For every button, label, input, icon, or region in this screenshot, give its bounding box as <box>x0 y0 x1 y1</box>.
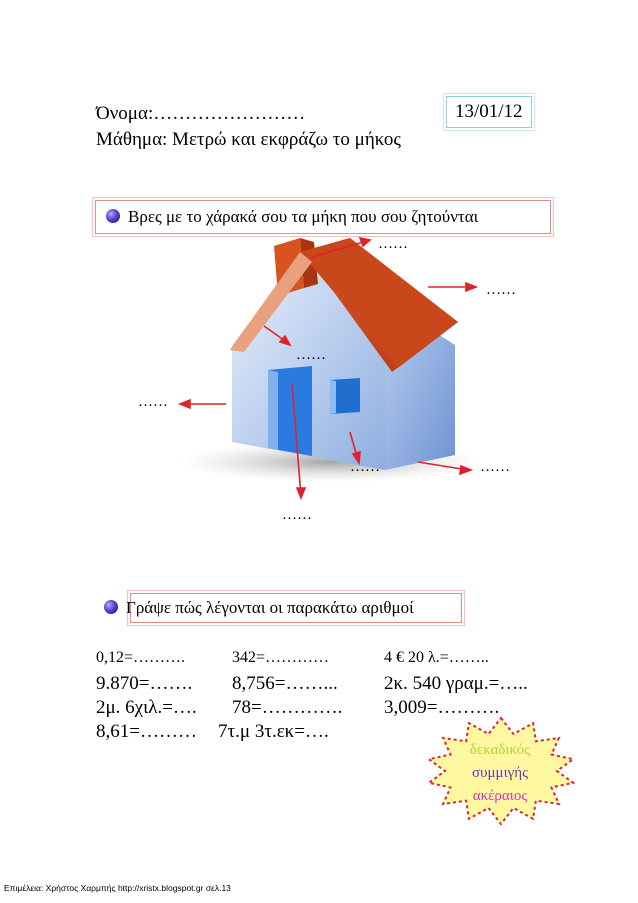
blank-side: …… <box>480 459 510 475</box>
blank-window: …… <box>350 459 380 475</box>
exercise-cell: 4 € 20 λ.=…….. <box>384 649 489 666</box>
date: 13/01/12 <box>455 101 523 122</box>
exercise-cell: 0,12=………. <box>96 649 186 666</box>
bullet-icon <box>104 600 118 614</box>
blank-left: …… <box>138 394 168 410</box>
door-frame <box>268 370 278 450</box>
blank-door: …… <box>282 507 312 523</box>
blank-roof: …… <box>486 282 516 298</box>
name-line: Όνομα:…………………… <box>96 103 306 124</box>
star-word-mixed: συμμιγής <box>471 765 529 781</box>
instruction-1-text: Βρες με το χάρακά σου τα μήκη που σου ζητούνται <box>128 207 479 226</box>
exercise-cell: 78=…………. <box>232 697 343 718</box>
window-frame <box>330 380 336 414</box>
blank-wall: …… <box>296 347 326 363</box>
blank-chimney: …… <box>378 236 408 252</box>
exercise-cell: 8,756=……... <box>232 673 338 694</box>
footer: Επιμέλεια: Χρήστος Χαρμπής http://xristx.blogspot.gr σελ.13 <box>4 883 231 893</box>
exercise-cell: 342=………… <box>232 649 330 666</box>
instruction-2 <box>104 598 414 618</box>
exercise-cell: 2κ. 540 γραμ.=….. <box>384 673 528 694</box>
exercise-cell: 8,61=……… <box>96 721 197 742</box>
star-word-integer: ακέραιος <box>472 788 528 804</box>
star-word-decimal: δεκαδικός <box>469 742 531 758</box>
exercise-cell: 7τ.μ 3τ.εκ=…. <box>218 721 329 742</box>
subject-line: Μάθημα: Μετρώ και εκφράζω το μήκος <box>96 129 401 150</box>
exercise-cell: 3,009=………. <box>384 697 500 718</box>
exercise-cell: 2μ. 6χιλ.=…. <box>96 697 197 718</box>
exercise-cell: 9.870=……. <box>96 673 193 694</box>
instruction-2-text: Γράψε πώς λέγονται οι παρακάτω αριθμοί <box>126 598 414 617</box>
